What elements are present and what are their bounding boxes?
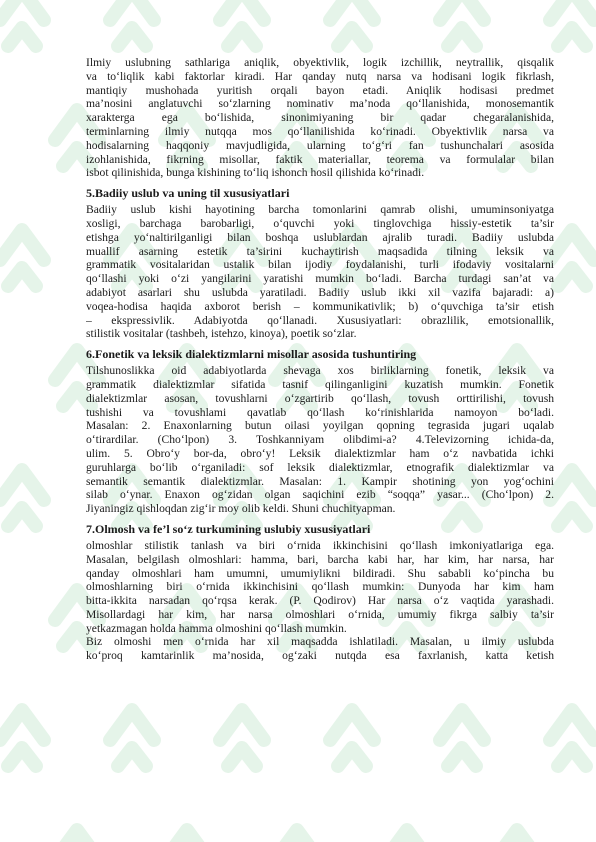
text-line: grammatik dialektizmlar sifatida tasnif qilinganligini kuzatish mumkin. Fonetik [86, 377, 554, 391]
paragraph-ilmiy-uslub [86, 56, 554, 180]
watermark-chevron-icon [440, 710, 484, 766]
text-line: – ekspressivlik. Adabiyotda qo‘llanadi. Xususiyatlari: obrazlilik, emotsionallik, [86, 313, 554, 327]
text-line: guruhlarga bo‘lib o‘rganiladi: sof leksik dialektizmlar, etnografik dialektizmlar va [86, 460, 554, 474]
text-line: xosligi, barchaga barobarligi, o‘quvchi yoki tinglovchiga hissiy-estetik ta’sir [86, 216, 554, 230]
text-line: yetkazmagan holda hamma olmoshini qo‘llash mumkin. [86, 621, 347, 635]
watermark-chevron-icon [0, 230, 44, 286]
watermark-chevron-icon [220, 710, 264, 766]
watermark-chevron-icon [550, 710, 594, 766]
watermark-chevron-icon [0, 470, 44, 526]
text-line: etishga yo‘naltirilganligi bilan boshqa uslublardan ajralib turadi. Badiiy uslubda [86, 230, 554, 244]
watermark-chevron-icon [440, 0, 484, 46]
watermark-chevron-icon [495, 830, 539, 842]
text-line: qanday olmoshlari ham umumni, umumiylikni bildiradi. Shu sababli ko‘pincha bu [86, 566, 554, 580]
watermark-chevron-icon [550, 470, 594, 526]
text-line: grammatik vositalaridan ustalik bilan ijodiy foydalanishi, turli ifodaviy vositalarni [86, 258, 554, 272]
watermark-chevron-icon [330, 710, 374, 766]
section-heading-olmosh-fel: 7.Olmosh va fe’l so‘z turkumining uslubiy xususiyatlari [86, 521, 371, 536]
section-heading-badiiy-uslub: 5.Badiiy uslub va uning til xususiyatlari [86, 186, 290, 201]
text-line: bitta-ikkita narsadan qo‘rqsa kerak. (P. Qodirov) Har narsa o‘z vaqtida yarashadi. [86, 594, 554, 608]
text-line: silab o‘ynar. Enaxon og‘zidan olgan saqichini ezib “soqqa” yasar... (Cho‘lpon) 2. [86, 488, 554, 502]
text-line: stilistik vositalar (tashbeh, istehzo, kinoya), poetik so‘zlar. [86, 327, 357, 341]
watermark-chevron-icon [550, 230, 594, 286]
text-line: terminlarning ilmiy nutqqa mos qo‘llanilishida ko‘rinadi. Obyektivlik narsa va [86, 124, 554, 138]
watermark-chevron-icon [55, 830, 99, 842]
text-line: o‘tirardilar. (Cho‘lpon) 3. Toshkanniyam olibdimi-a? 4.Televizorning ichida-da, [86, 433, 554, 447]
text-line: va to‘liqlik kabi faktorlar kiradi. Har qanday nutq narsa va hodisani logik fikrlash, [86, 69, 554, 83]
text-line: Biz olmoshi men o‘rnida har xil maqsadda ishlatiladi. Masalan, u ilmiy uslubda [86, 635, 554, 649]
paragraph-olmosh-fel [86, 539, 554, 663]
text-line: isbot qilinishida, bunga kishining to‘liq ishonch hosil qilishida ko‘rinadi. [86, 166, 425, 180]
text-line: Misollardagi har kim, har narsa olmoshlari o‘rnida, umumiy fikrga salbiy ta’sir [86, 607, 554, 621]
text-line: Ilmiy uslubning sathlariga aniqlik, obyektivlik, logik izchillik, neytrallik, qisqalik [86, 56, 554, 69]
paragraph-dialektizmlar [86, 364, 554, 516]
text-line: ma’nosini anglatuvchi so‘zlarning nominativ ma’noda qo‘llanishida, monosemantik [86, 97, 554, 111]
text-line: ulim. 5. Obro‘y bor-da, obro‘y! Leksik dialektizmlar ham o‘z navbatida ichki [86, 446, 554, 460]
text-line: olmoshlar stilistik tanlash va biri o‘rnida ikkinchisini qo‘llash imkoniyatlariga ega. [86, 538, 554, 552]
text-line: olmoshlarning biri o‘rnida ikkinchisini qo‘llash mumkin: Dunyoda har kim ham [86, 580, 554, 594]
text-line: ko‘proq kamtarinlik ma’nosida, og‘zaki nutqda esa faxrlanish, katta ketish [86, 649, 554, 663]
watermark-chevron-icon [110, 710, 154, 766]
text-line: adabiyot asarlari shu uslubda yaratiladi. Badiiy uslub ikki xil vazifa bajaradi: a) [86, 285, 554, 299]
watermark-chevron-icon [0, 0, 44, 46]
text-line: Jiyaningiz qishloqdan zig‘ir moy olib keldi. Shuni chuchityapman. [86, 502, 396, 516]
text-line: dialektizmlar asosan, tovushlarni o‘zgartirib qo‘llash, tovush orttirilishi, tovush [86, 391, 554, 405]
text-line: Badiiy uslub kishi hayotining barcha tomonlarini qamrab olishi, umuminsoniyatga [86, 203, 554, 217]
text-line: Masalan: 2. Enaxonlarning butun oilasi yoyilgan qopning tegrasida jugari uqalab [86, 419, 554, 433]
watermark-chevron-icon [550, 0, 594, 46]
watermark-chevron-icon [330, 0, 374, 46]
watermark-chevron-icon [0, 710, 44, 766]
watermark-chevron-icon [165, 830, 209, 842]
text-line: voqea-hodisa haqida axborot berish – kommunikativlik; b) o‘quvchiga ta’sir etish [86, 299, 554, 313]
watermark-chevron-icon [110, 0, 154, 46]
text-line: mantiqiy mushohada yuritish orqali bayon etadi. Aniqlik hodisasi predmet [86, 83, 554, 97]
text-line: izohlanishida, fikrning misollar, faktik materiallar, teorema va formulalar bilan [86, 152, 554, 166]
text-line: tushishi va tovushlami qavatlab qo‘llash ko‘rinishlarida namoyon bo‘ladi. [86, 405, 554, 419]
paragraph-badiiy-uslub [86, 203, 554, 341]
document-body [86, 56, 554, 663]
watermark-chevron-icon [275, 830, 319, 842]
text-line: qo‘llashi yoki o‘zi yangilarini yaratishi mumkin bo‘ladi. Barcha turdagi san’at va [86, 272, 554, 286]
watermark-chevron-icon [385, 830, 429, 842]
section-heading-dialektizmlar: 6.Fonetik va leksik dialektizmlarni misollar asosida tushuntiring [86, 347, 417, 362]
watermark-chevron-icon [220, 0, 264, 46]
text-line: hodisalarning haqqoniy mavjudligida, ularning to‘g‘ri fan tushunchalari asosida [86, 138, 554, 152]
text-line: Tilshunoslikka oid adabiyotlarda shevaga xos birliklarning fonetik, leksik va [86, 364, 554, 378]
text-line: Masalan, belgilash olmoshlari: hamma, bari, barcha kabi har, har kim, har narsa, har [86, 552, 554, 566]
text-line: semantik semantik dialektizmlar. Masalan: 1. Kampir shotining yon yog‘ochini [86, 474, 554, 488]
text-line: xarakterga ega bo‘lishida, sinonimiyaning bir qadar chegaralanishida, [86, 111, 554, 125]
text-line: muallif asarning estetik ta’sirini kuchaytirish maqsadida tilning leksik va [86, 244, 554, 258]
